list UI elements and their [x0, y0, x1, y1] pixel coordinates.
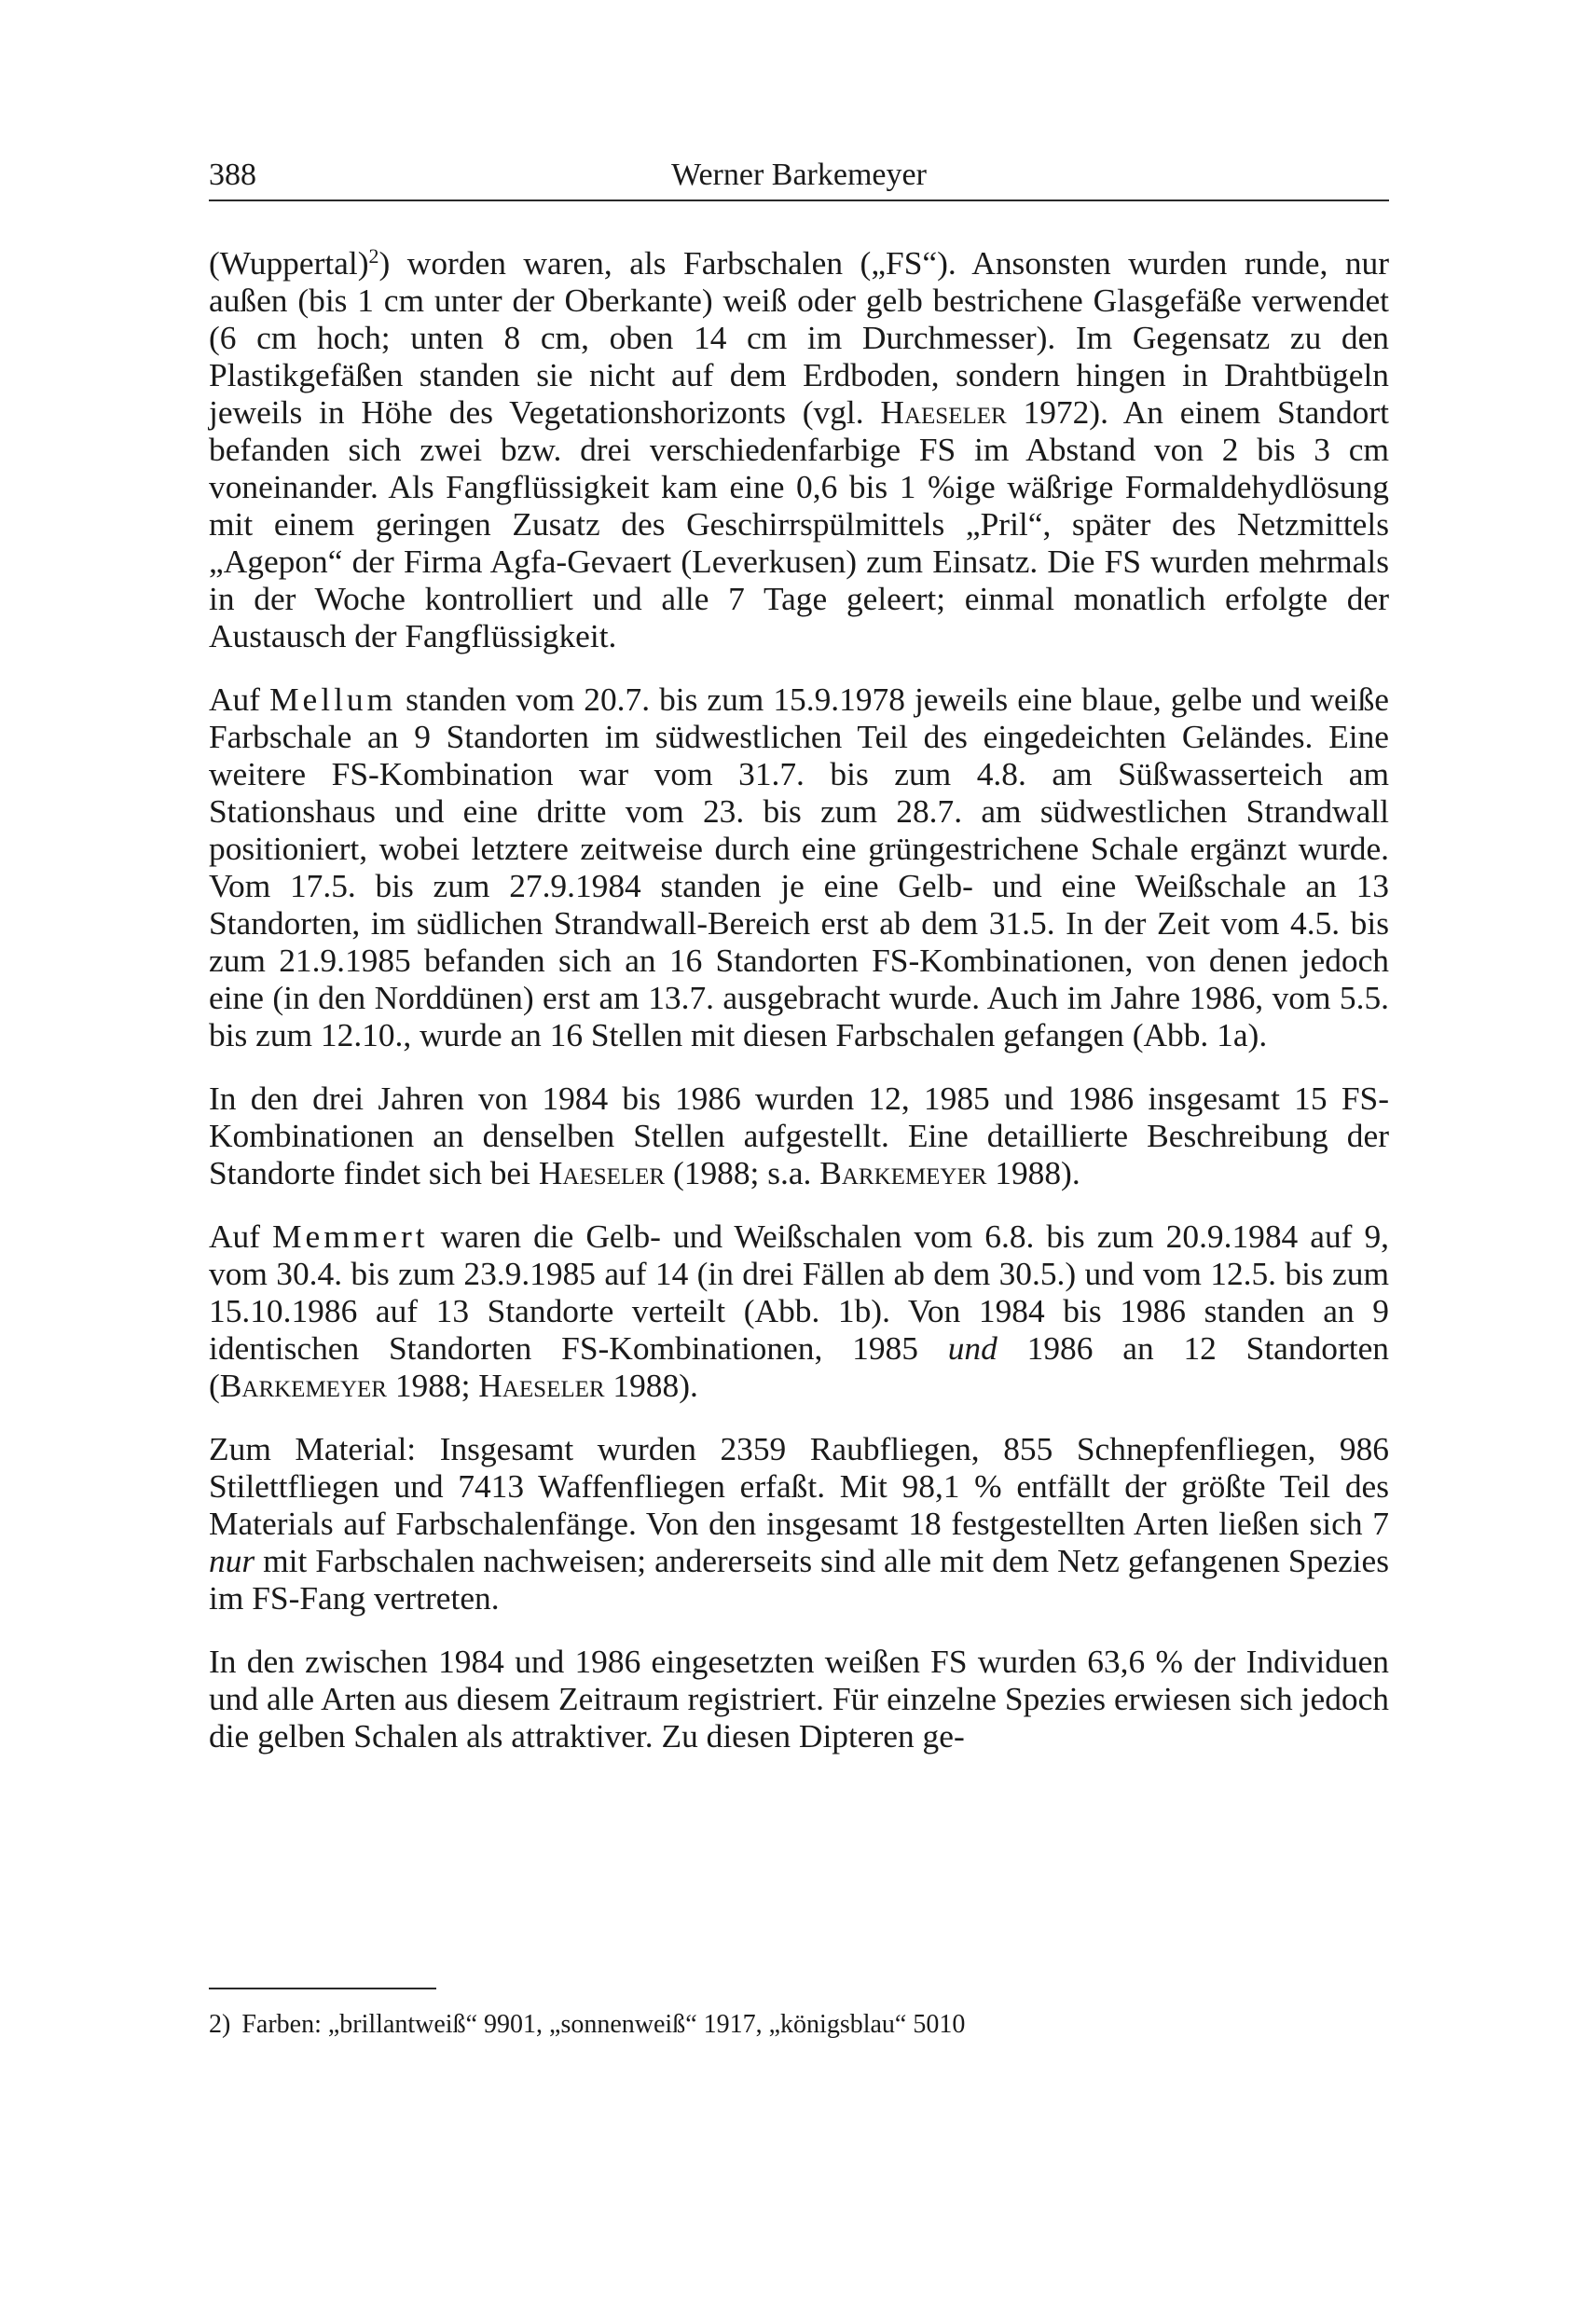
paragraph-white-traps: In den zwischen 1984 und 1986 eingesetzten weißen FS wurden 63,6 % der Individuen und alle Arten aus diesem Zeitraum registriert. Für einzelne Spezies erwiesen sich jedoch die gelben Schalen als attraktiver. Zu diesen Dipteren ge-	[209, 1643, 1389, 1755]
footnote-separator	[209, 1988, 436, 1989]
author-citation: Haeseler	[538, 1154, 666, 1191]
paragraph-mellum: Auf Mellum standen vom 20.7. bis zum 15.9.1978 jeweils eine blaue, gelbe und weiße Farbschale an 9 Standorten im südwestlichen Teil des eingedeichten Geländes. Eine weitere FS-Kombination war vom 31.7. bis zum 4.8. am Süßwasserteich am Stationshaus und eine dritte vom 23. bis zum 28.7. am südwestlichen Strandwall positioniert, wobei letztere zeitweise durch eine grüngestrichene Schale ergänzt wurde. Vom 17.5. bis zum 27.9.1984 standen je eine Gelb- und eine Weißschale an 13 Standorten, im südlichen Strandwall-Bereich erst ab dem 31.5. In der Zeit vom 4.5. bis zum 21.9.1985 befanden sich an 16 Standorten FS-Kombinationen, von denen jedoch eine (in den Norddünen) erst am 13.7. ausgebracht wurde. Auch im Jahre 1986, vom 5.5. bis zum 12.10., wurde an 16 Stellen mit diesen Farbschalen gefangen (Abb. 1a).	[209, 681, 1389, 1053]
place-name-mellum: Mellum	[269, 681, 397, 718]
emphasis: und	[947, 1329, 998, 1367]
running-title-author: Werner Barkemeyer	[671, 158, 927, 192]
author-citation: Barkemeyer	[219, 1367, 387, 1404]
body-text	[209, 244, 1389, 1781]
place-name-memmert: Memmert	[272, 1218, 429, 1255]
running-header	[209, 155, 1389, 201]
footnote-reference: 2	[368, 243, 379, 268]
author-citation: Haeseler	[478, 1367, 605, 1404]
footnote-mark: 2)	[209, 2010, 231, 2039]
footnote-text: Farben: „brillantweiß“ 9901, „sonnenweiß“ 1917, „königsblau“ 5010	[241, 2010, 966, 2039]
author-citation: Haeseler	[880, 393, 1007, 431]
emphasis: nur	[209, 1542, 255, 1579]
paragraph-memmert: Auf Memmert waren die Gelb- und Weißschalen vom 6.8. bis zum 20.9.1984 auf 9, vom 30.4. bis zum 23.9.1985 auf 14 (in drei Fällen ab dem 30.5.) und vom 12.5. bis zum 15.10.1986 auf 13 Standorte verteilt (Abb. 1b). Von 1984 bis 1986 standen an 9 identischen Standorten FS-Kombinationen, 1985 und 1986 an 12 Standorten (Barkemeyer 1988; Haeseler 1988).	[209, 1218, 1390, 1404]
paragraph-material: Zum Material: Insgesamt wurden 2359 Raubfliegen, 855 Schnepfenfliegen, 986 Stilettfliegen und 7413 Waffenfliegen erfaßt. Mit 98,1 % entfällt der größte Teil des Materials auf Farbschalenfänge. Von den insgesamt 18 festgestellten Arten ließen sich 7 nur mit Farbschalen nachweisen; andererseits sind alle mit dem Netz gefangenen Spezies im FS-Fang vertreten.	[209, 1430, 1389, 1617]
paragraph-color-traps-method: (Wuppertal)$^2$) worden waren, als Farbschalen („FS“). Ansonsten wurden runde, nur außen (bis 1 cm unter der Oberkante) weiß oder gelb bestrichene Glasgefäße verwendet (6 cm hoch; unten 8 cm, oben 14 cm im Durchmesser). Im Gegensatz zu den Plastikgefäßen standen sie nicht auf dem Erdboden, sondern hingen in Drahtbügeln jeweils in Höhe des Vegetationshorizonts (vgl. Haeseler 1972). An einem Standort befanden sich zwei bzw. drei verschiedenfarbige FS im Abstand von 2 bis 3 cm voneinander. Als Fangflüssigkeit kam eine 0,6 bis 1 %ige wäßrige Formaldehydlösung mit einem geringen Zusatz des Geschirrspülmittels „Pril“, später des Netzmittels „Agepon“ der Firma Agfa-Gevaert (Leverkusen) zum Einsatz. Die FS wurden mehrmals in der Woche kontrolliert und alle 7 Tage geleert; einmal monatlich erfolgte der Austausch der Fangflüssigkeit.	[209, 243, 1389, 654]
paragraph-sites-1984-1986: In den drei Jahren von 1984 bis 1986 wurden 12, 1985 und 1986 insgesamt 15 FS-Kombinationen an denselben Stellen aufgestellt. Eine detaillierte Beschreibung der Standorte findet sich bei Haeseler (1988; s.a. Barkemeyer 1988).	[209, 1080, 1389, 1191]
footnote	[209, 2008, 1389, 2042]
page-number: 388	[209, 158, 256, 192]
author-citation: Barkemeyer	[819, 1154, 987, 1191]
